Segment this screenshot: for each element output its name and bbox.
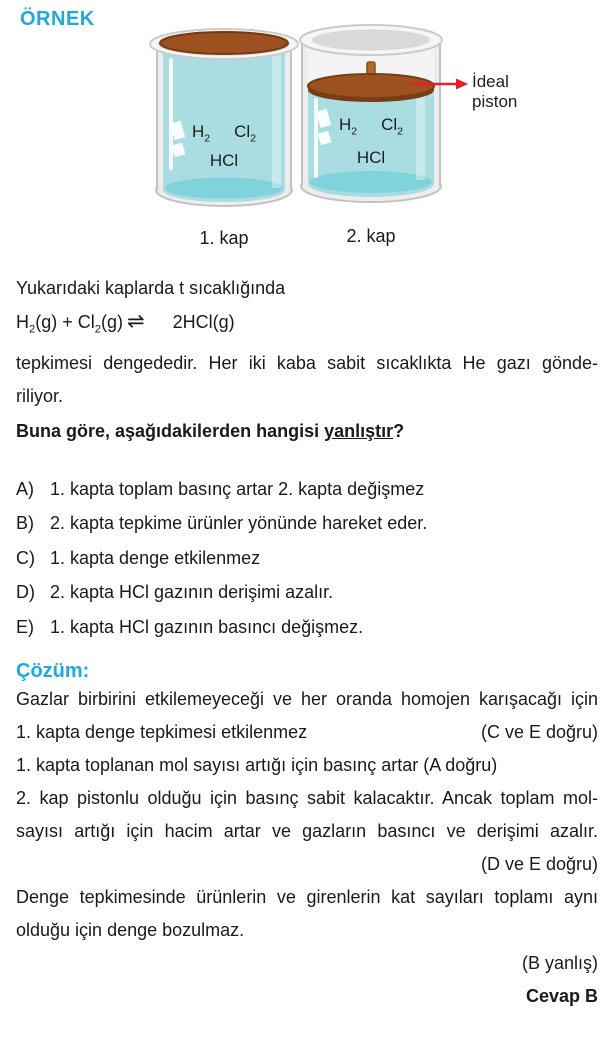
question-body-line2: riliyor. <box>16 385 64 406</box>
solution-p3-line2: sayısı artığı için hacim artar ve gazların basıncı ve derişimi azalır. <box>16 821 598 842</box>
solution-p3-line1: 2. kap pistonlu olduğu için basınç sabit kalacaktır. Ancak toplam mol- <box>16 788 598 809</box>
final-answer: Cevap B <box>525 986 598 1007</box>
solution-heading: Çözüm: <box>16 660 90 683</box>
option-a: A) 1. kapta toplam basınç artar 2. kapta değişmez <box>16 478 425 499</box>
solution-p1-line1: Gazlar birbirini etkilemeyeceği ve her oranda homojen karışacağı için <box>16 689 598 710</box>
equilibrium-equation: $H_2(g) + Cl_2(g)$ ⇌ 2HCl(g) <box>16 309 235 336</box>
beaker-2-caption: 2. kap <box>346 226 396 246</box>
question-prompt: Buna göre, aşağıdakilerden hangisi yanlıştır? <box>16 420 405 441</box>
cl2-label: $Cl_2$ <box>381 115 404 138</box>
hcl-label: HCl <box>356 148 386 167</box>
solution-p2: 1. kapta toplanan mol sayısı artığı için basınç artar (A doğru) <box>16 755 498 776</box>
h2-label: $H_2$ <box>338 115 358 138</box>
piston-pointer-arrow-icon <box>410 76 468 92</box>
question-body-line1: tepkimesi dengededir. Her iki kaba sabit sıcaklıkta He gazı gönde- <box>16 352 598 373</box>
option-e: E) 1. kapta HCl gazının basıncı değişmez. <box>16 616 364 637</box>
question-intro: Yukarıdaki kaplarda t sıcaklığında <box>16 278 286 298</box>
beaker-2 <box>296 18 446 247</box>
underlined-word: yanlıştır <box>324 420 394 441</box>
solution-p1-line2: 1. kapta denge tepkimesi etkilenmez (C ve E doğru) <box>16 716 598 749</box>
beaker-1 <box>146 24 302 249</box>
option-b: B) 2. kapta tepkime ürünler yönünde hareket eder. <box>16 513 428 534</box>
example-heading: ÖRNEK <box>20 8 95 30</box>
verdict-c-e: (C ve E doğru) <box>480 722 598 743</box>
option-d: D) 2. kapta HCl gazının derişimi azalır. <box>16 582 334 603</box>
beaker-1-gas-labels <box>146 122 302 144</box>
cl2-label: $Cl_2$ <box>234 122 257 145</box>
verdict-d-e: (D ve E doğru) <box>480 854 598 875</box>
answer-options <box>8 472 606 645</box>
question-text <box>8 272 606 448</box>
beaker-1-caption: 1. kap <box>199 228 249 248</box>
solution-p4-line2: olduğu için denge bozulmaz. <box>16 920 245 941</box>
option-c: C) 1. kapta denge etkilenmez <box>16 547 261 568</box>
beakers-figure <box>8 8 606 260</box>
equilibrium-arrow: ⇌ <box>126 309 145 333</box>
solution-text <box>8 683 606 980</box>
beaker-2-gas-labels <box>296 115 446 137</box>
h2-label: $H_2$ <box>191 122 211 145</box>
verdict-b: (B yanlış) <box>521 953 598 974</box>
solution-p4-line1: Denge tepkimesinde ürünlerin ve girenlerin kat sayıları toplamı aynı <box>16 887 598 908</box>
hcl-label: HCl <box>209 151 239 170</box>
piston-label: İdeal piston <box>472 72 518 111</box>
